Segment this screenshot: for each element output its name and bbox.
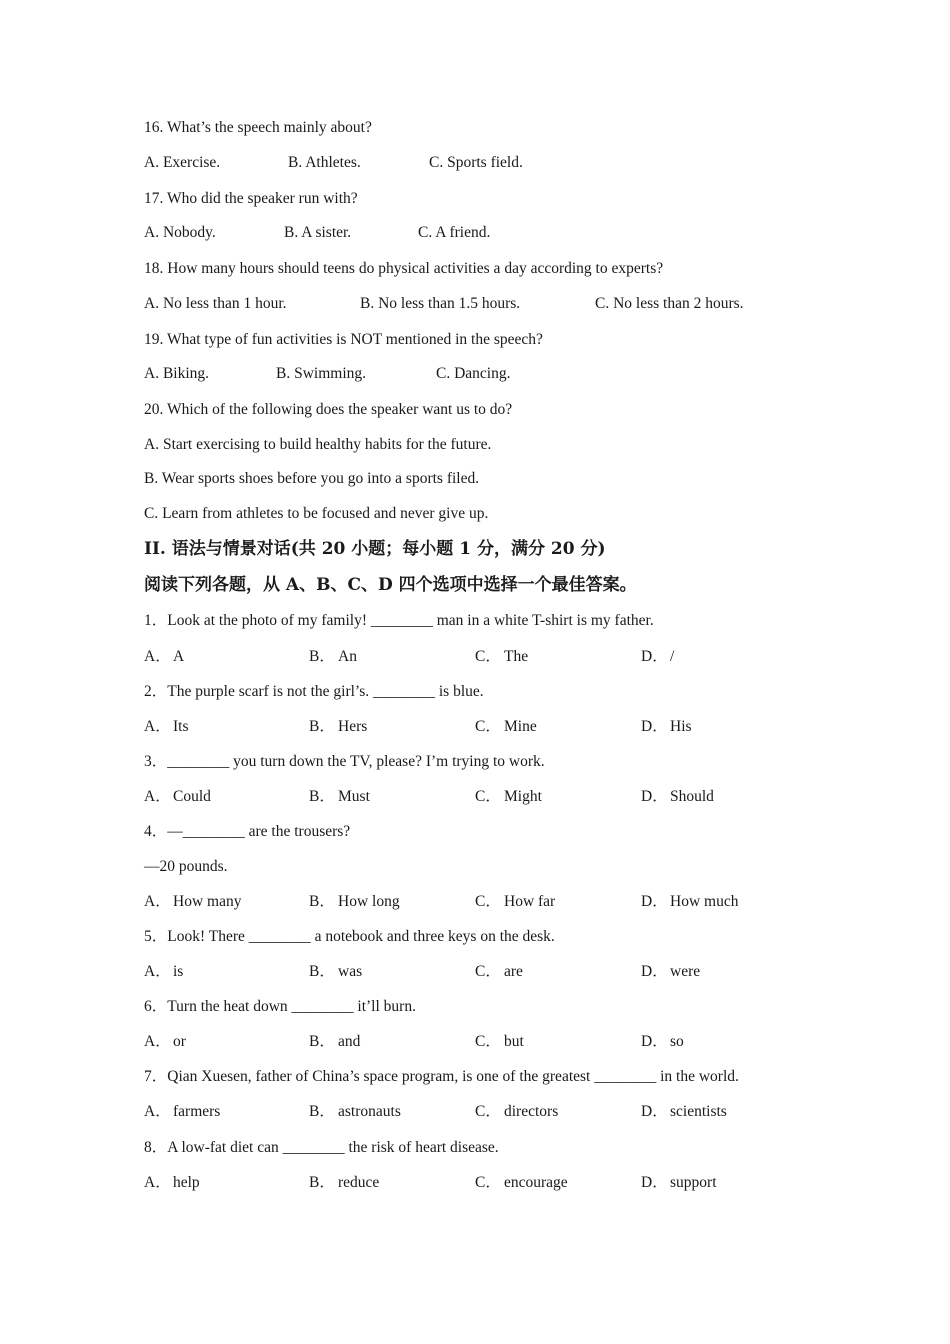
option-letter: B． [309, 1174, 335, 1191]
grammar-question-4: 4．—________ are the trousers? [144, 823, 351, 840]
option-text: Its [173, 718, 189, 735]
option-letter: C． [475, 1033, 501, 1050]
q17-option-b: B. A sister. [284, 224, 352, 241]
grammar-question-7: 7．Qian Xuesen, father of China’s space program, is one of the greatest ________ in the world. [144, 1068, 739, 1085]
option-text: An [338, 648, 357, 665]
g3-option-c [475, 787, 542, 807]
option-text: / [670, 648, 675, 665]
option-text: How long [338, 893, 400, 910]
option-text: His [670, 718, 692, 735]
option-text: were [670, 963, 701, 980]
g6-option-c [475, 1032, 524, 1052]
q19-option-a: A. Biking. [144, 365, 210, 382]
g6-option-b [309, 1032, 360, 1052]
option-letter: C． [475, 788, 501, 805]
option-text: Must [338, 788, 370, 805]
option-letter: A． [144, 648, 171, 665]
option-text: is [173, 963, 184, 980]
grammar-question-6: 6．Turn the heat down ________ it’ll burn. [144, 998, 416, 1015]
g5-option-a [144, 962, 183, 982]
option-text: or [173, 1033, 186, 1050]
option-text: so [670, 1033, 684, 1050]
g2-option-c [475, 717, 537, 737]
g4-option-c [475, 892, 555, 912]
option-letter: A． [144, 718, 171, 735]
option-letter: B． [309, 718, 335, 735]
q20-option-a: A. Start exercising to build healthy habits for the future. [144, 436, 492, 453]
g5-option-d [641, 962, 700, 982]
g5-option-b [309, 962, 362, 982]
section-instruction: 阅读下列各题，从 A、B、C、D 四个选项中选择一个最佳答案。 [144, 575, 637, 595]
option-text: Hers [338, 718, 368, 735]
g7-option-a [144, 1102, 220, 1122]
question-19: 19. What type of fun activities is NOT mentioned in the speech? [144, 331, 543, 348]
option-text: and [338, 1033, 361, 1050]
question-20: 20. Which of the following does the speaker want us to do? [144, 401, 513, 418]
option-letter: A． [144, 1033, 171, 1050]
q16-option-b: B. Athletes. [288, 154, 361, 171]
option-text: reduce [338, 1174, 380, 1191]
option-text: Should [670, 788, 714, 805]
g1-option-b [309, 647, 357, 667]
option-text: The [504, 648, 529, 665]
g8-option-c [475, 1173, 568, 1193]
q19-option-b: B. Swimming. [276, 365, 367, 382]
q17-option-a: A. Nobody. [144, 224, 216, 241]
q19-option-c: C. Dancing. [436, 365, 511, 382]
g3-option-a [144, 787, 211, 807]
option-letter: A． [144, 893, 171, 910]
option-text: A [173, 648, 185, 665]
g1-option-c [475, 647, 528, 667]
option-text: How much [670, 893, 739, 910]
g2-option-d [641, 717, 692, 737]
option-letter: C． [475, 893, 501, 910]
g4-option-d [641, 892, 738, 912]
option-letter: B． [309, 963, 335, 980]
q16-option-c: C. Sports field. [429, 154, 523, 171]
option-text: scientists [670, 1103, 727, 1120]
q20-option-c: C. Learn from athletes to be focused and never give up. [144, 505, 489, 522]
g2-option-b [309, 717, 367, 737]
option-letter: C． [475, 1103, 501, 1120]
g7-option-d [641, 1102, 727, 1122]
question-18: 18. How many hours should teens do physical activities a day according to experts? [144, 260, 664, 277]
option-letter: A． [144, 1174, 171, 1191]
grammar-question-4-reply: —20 pounds. [144, 858, 228, 875]
option-letter: C． [475, 963, 501, 980]
grammar-question-3: 3．________ you turn down the TV, please? I’m trying to work. [144, 753, 545, 770]
g7-option-c [475, 1102, 558, 1122]
option-letter: D． [641, 893, 668, 910]
g8-option-b [309, 1173, 379, 1193]
option-text: encourage [504, 1174, 568, 1191]
option-text: Might [504, 788, 542, 805]
g8-option-a [144, 1173, 200, 1193]
grammar-question-8: 8．A low-fat diet can ________ the risk of heart disease. [144, 1139, 499, 1156]
q17-option-c: C. A friend. [418, 224, 491, 241]
g3-option-d [641, 787, 714, 807]
g1-option-a [144, 647, 184, 667]
g6-option-a [144, 1032, 186, 1052]
option-letter: A． [144, 1103, 171, 1120]
option-text: How far [504, 893, 556, 910]
g3-option-b [309, 787, 370, 807]
option-letter: B． [309, 648, 335, 665]
grammar-question-5: 5．Look! There ________ a notebook and three keys on the desk. [144, 928, 555, 945]
option-letter: D． [641, 963, 668, 980]
g1-option-d [641, 647, 674, 667]
g8-option-d [641, 1173, 717, 1193]
option-letter: A． [144, 788, 171, 805]
q18-option-c: C. No less than 2 hours. [595, 295, 744, 312]
option-letter: A． [144, 963, 171, 980]
g2-option-a [144, 717, 189, 737]
option-letter: B． [309, 788, 335, 805]
grammar-question-1: 1．Look at the photo of my family! ________ man in a white T-shirt is my father. [144, 612, 654, 629]
q18-option-a: A. No less than 1 hour. [144, 295, 287, 312]
g7-option-b [309, 1102, 401, 1122]
option-text: directors [504, 1103, 559, 1120]
option-letter: D． [641, 648, 668, 665]
g4-option-a [144, 892, 241, 912]
option-letter: C． [475, 718, 501, 735]
option-text: Could [173, 788, 211, 805]
option-text: help [173, 1174, 200, 1191]
option-letter: D． [641, 1174, 668, 1191]
g4-option-b [309, 892, 400, 912]
q20-option-b: B. Wear sports shoes before you go into a sports filed. [144, 470, 480, 487]
question-17: 17. Who did the speaker run with? [144, 190, 358, 207]
question-16: 16. What’s the speech mainly about? [144, 119, 372, 136]
option-text: support [670, 1174, 717, 1191]
q18-option-b: B. No less than 1.5 hours. [360, 295, 521, 312]
option-text: was [338, 963, 363, 980]
option-text: astronauts [338, 1103, 401, 1120]
option-letter: D． [641, 1033, 668, 1050]
option-text: How many [173, 893, 242, 910]
q16-option-a: A. Exercise. [144, 154, 221, 171]
option-letter: B． [309, 893, 335, 910]
option-letter: D． [641, 788, 668, 805]
option-letter: B． [309, 1033, 335, 1050]
section-title: II. 语法与情景对话(共 20 小题；每小题 1 分，满分 20 分) [144, 539, 606, 559]
option-text: are [504, 963, 523, 980]
option-letter: D． [641, 1103, 668, 1120]
g6-option-d [641, 1032, 684, 1052]
option-letter: C． [475, 648, 501, 665]
grammar-question-2: 2．The purple scarf is not the girl’s. ________ is blue. [144, 683, 484, 700]
option-letter: B． [309, 1103, 335, 1120]
option-text: but [504, 1033, 524, 1050]
option-letter: C． [475, 1174, 501, 1191]
g5-option-c [475, 962, 523, 982]
option-text: farmers [173, 1103, 221, 1120]
option-letter: D． [641, 718, 668, 735]
option-text: Mine [504, 718, 537, 735]
